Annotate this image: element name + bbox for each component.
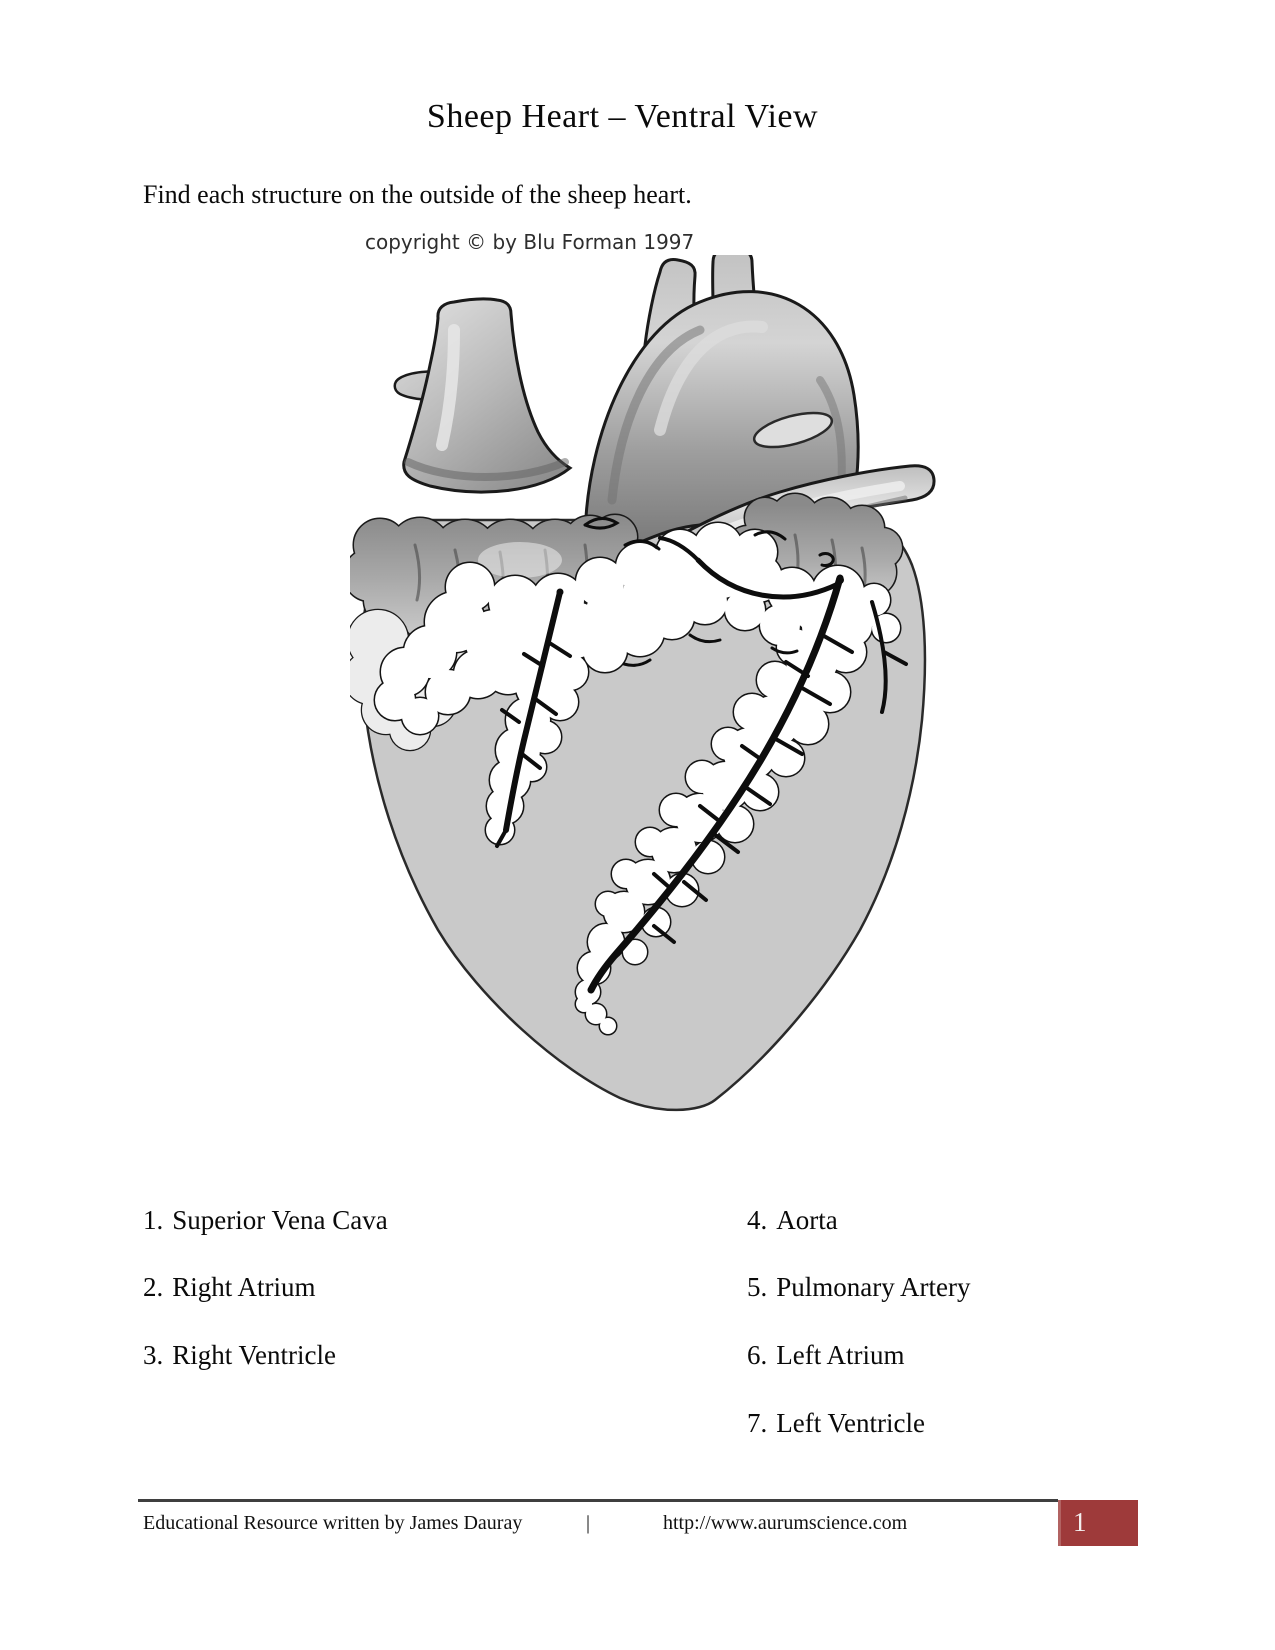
item-label: Superior Vena Cava <box>172 1205 388 1235</box>
item-number: 7. <box>747 1408 768 1438</box>
structure-item-left-atrium <box>747 1340 904 1371</box>
page-number-badge <box>1058 1500 1138 1546</box>
structure-item-aorta <box>747 1205 838 1236</box>
structure-item-pulmonary-artery <box>747 1272 970 1303</box>
sheep-heart-illustration <box>350 255 940 1115</box>
item-label: Pulmonary Artery <box>776 1272 971 1302</box>
structure-item-superior-vena-cava <box>143 1205 388 1236</box>
item-number: 3. <box>143 1340 164 1370</box>
figure-copyright: copyright © by Blu Forman 1997 <box>365 230 695 254</box>
structure-item-right-atrium <box>143 1272 316 1303</box>
item-number: 6. <box>747 1340 768 1370</box>
item-label: Right Ventricle <box>172 1340 336 1370</box>
item-label: Left Atrium <box>776 1340 905 1370</box>
item-number: 5. <box>747 1272 768 1302</box>
item-label: Left Ventricle <box>776 1408 925 1438</box>
footer-divider <box>138 1499 1058 1502</box>
page-title: Sheep Heart – Ventral View <box>426 98 819 135</box>
page-number: 1 <box>1073 1507 1087 1537</box>
structure-item-left-ventricle <box>747 1408 925 1439</box>
item-label: Right Atrium <box>172 1272 316 1302</box>
footer-credit: Educational Resource written by James Dauray <box>143 1512 523 1534</box>
item-number: 4. <box>747 1205 768 1235</box>
footer-url-link[interactable]: http://www.aurumscience.com <box>663 1512 908 1534</box>
item-label: Aorta <box>776 1205 838 1235</box>
superior-vena-cava-shape <box>395 299 570 492</box>
instruction-text: Find each structure on the outside of the sheep heart. <box>143 180 692 209</box>
footer-separator: | <box>586 1512 591 1534</box>
item-number: 1. <box>143 1205 164 1235</box>
structure-item-right-ventricle <box>143 1340 336 1371</box>
item-number: 2. <box>143 1272 164 1302</box>
